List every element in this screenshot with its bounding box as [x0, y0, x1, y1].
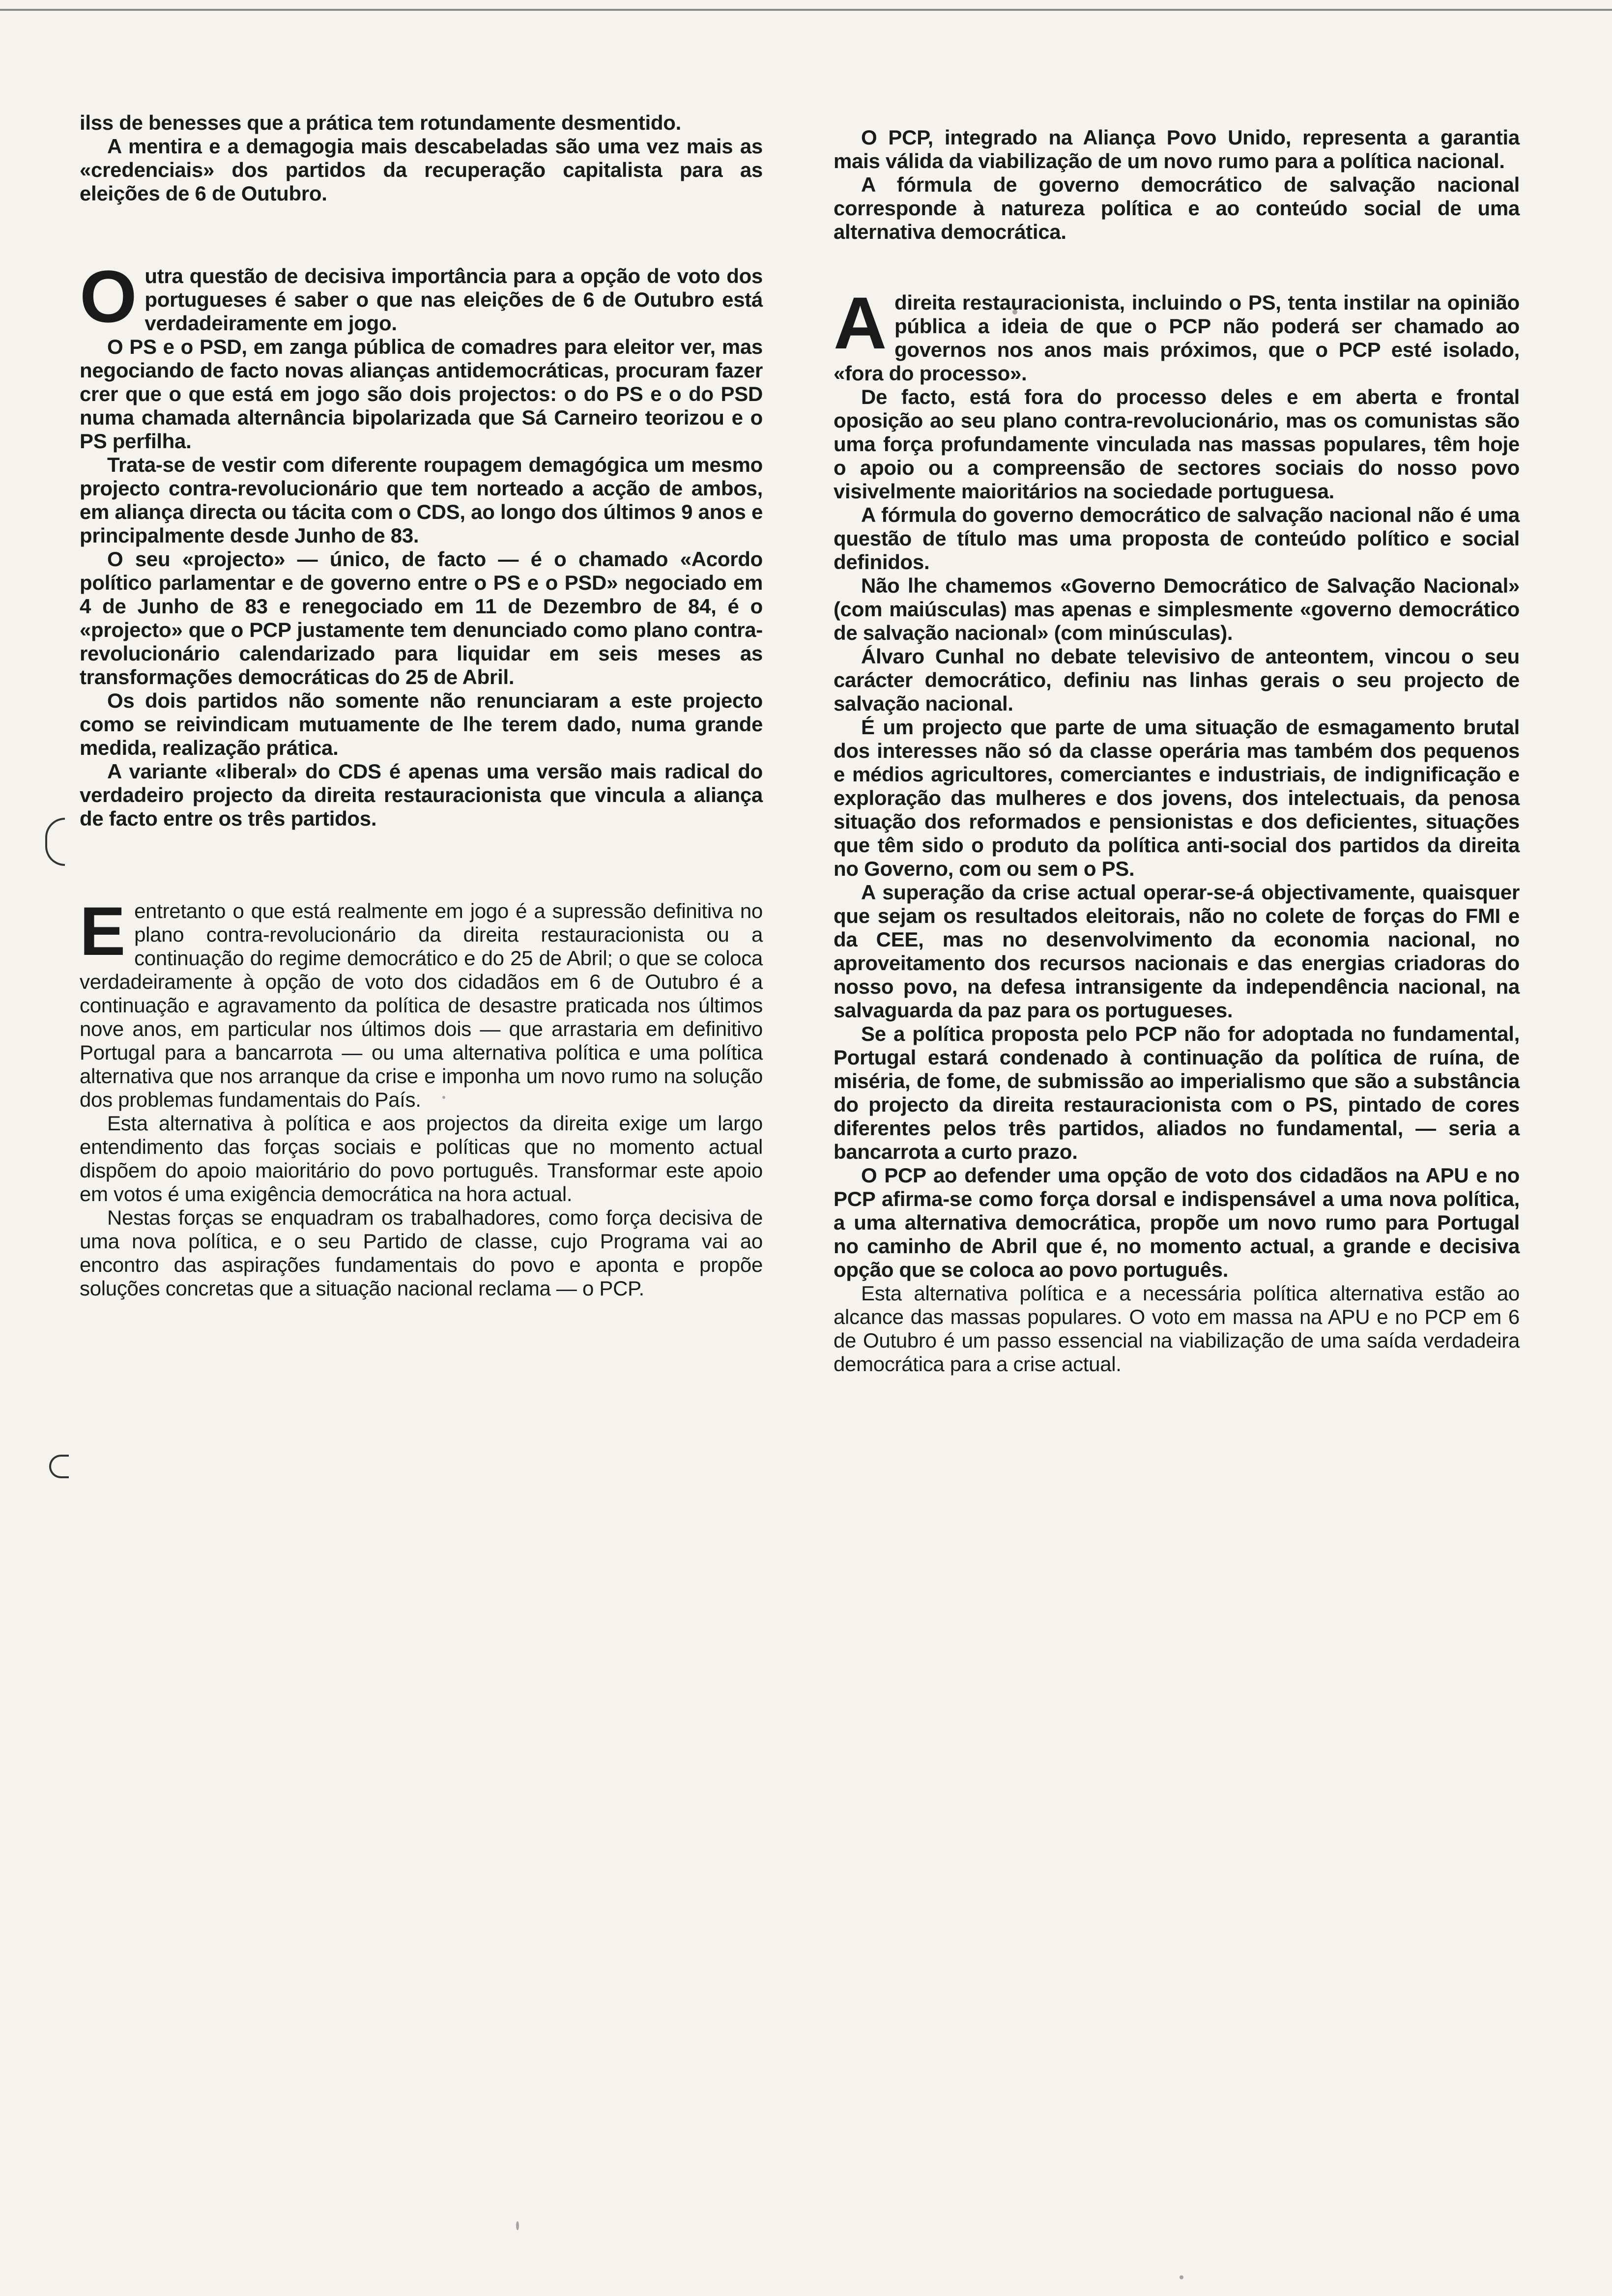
section-o [80, 255, 763, 831]
section-a-paragraph: Álvaro Cunhal no debate televisivo de anteontem, vincou o seu carácter democrático, definiu nas linhas gerais o seu projecto de salvação nacional. [834, 645, 1520, 715]
dropcap-a: A [834, 282, 887, 364]
section-o-paragraph: O seu «projecto» — único, de facto — é o chamado «Acordo político parlamentar e de governo entre o PS e o PSD» negociado em 4 de Junho de 83 e renegociado em 11 de Dezembro de 84, é o «projecto» que o PCP justamente tem denunciado como plano contra-revolucionário calendarizado para liquidar em seis meses as transformações democráticas do 25 de Abril. [80, 547, 763, 689]
section-e-first-paragraph: entretanto o que está realmente em jogo é a supressão definitiva no plano contra-revolucionário da direita restauracionista ou a continuação do regime democrático e do 25 de Abril; o que se coloca verdadeiramente à opção de voto dos cidadãos em 6 de Outubro é a continuação e agravamento da política de desastre praticada nos últimos nove anos, em particular nos últimos dois — que arrastaria em definitivo Portugal para a bancarrota — ou uma alternativa política e uma política alternativa que nos arranque da crise e imponha um novo rumo na solução dos problemas fundamentais do País. [80, 899, 763, 1111]
right-column [834, 126, 1520, 1376]
section-e-paragraph: Nestas forças se enquadram os trabalhadores, como força decisiva de uma nova política, e o seu Partido de classe, cujo Programa vai ao encontro das aspirações fundamentais do povo e aponta e propõe soluções concretas que a situação nacional reclama — o PCP. [80, 1206, 763, 1300]
margin-pen-mark [49, 1455, 69, 1478]
section-gap [834, 244, 1520, 291]
page-top-edge [0, 9, 1612, 11]
right-intro-paragraph-1: O PCP, integrado na Aliança Povo Unido, representa a garantia mais válida da viabilização de um novo rumo para a política nacional. [834, 126, 1520, 172]
section-a [834, 282, 1520, 1376]
section-gap [80, 205, 763, 264]
section-gap [80, 831, 763, 899]
left-intro-paragraph-2: A mentira e a demagogia mais descabeladas são uma vez mais as «credenciais» dos partidos da recuperação capitalista para as eleições de 6 de Outubro. [80, 135, 763, 205]
section-o-paragraph: O PS e o PSD, em zanga pública de comadres para eleitor ver, mas negociando de facto novas alianças antidemocráticas, procuram fazer crer que o que está em jogo são dois projectos: o do PS e o do PSD numa chamada alternância bipolarizada que Sá Carneiro teorizou e o PS perfilha. [80, 335, 763, 453]
scan-speck [1180, 2275, 1183, 2279]
left-column [80, 111, 763, 1300]
section-a-paragraph: Se a política proposta pelo PCP não for adoptada no fundamental, Portugal estará condenado à continuação da política de ruína, de miséria, de fome, de submissão ao imperialismo que são a substância do projecto da direita restauracionista com o PS, pintado de cores diferentes pelos três partidos, aliados no fundamental, — seria a bancarrota a curto prazo. [834, 1022, 1520, 1163]
section-e [80, 892, 763, 1300]
right-intro-paragraph-2: A fórmula de governo democrático de salvação nacional corresponde à natureza política e ao conteúdo social de uma alternativa democrática. [834, 173, 1520, 243]
dropcap-o: O [80, 255, 137, 338]
section-a-paragraph: O PCP ao defender uma opção de voto dos cidadãos na APU e no PCP afirma-se como força dorsal e indispensável a uma nova política, a uma alternativa democrática, propõe um novo rumo para Portugal no caminho de Abril que é, no momento actual, a grande e decisiva opção que se coloca ao povo português. [834, 1164, 1520, 1281]
section-a-paragraph: Não lhe chamemos «Governo Democrático de Salvação Nacional» (com maiúsculas) mas apenas e simplesmente «governo democrático de salvação nacional» (com minúsculas). [834, 574, 1520, 644]
section-o-first-paragraph: utra questão de decisiva importância para a opção de voto dos portugueses é saber o que nas eleições de 6 de Outubro está verdadeiramente em jogo. [144, 264, 763, 335]
section-o-paragraph: Trata-se de vestir com diferente roupagem demagógica um mesmo projecto contra-revolucionário que tem norteado a acção de ambos, em aliança directa ou tácita com o CDS, ao longo dos últimos 9 anos e principalmente desde Junho de 83. [80, 453, 763, 547]
section-a-paragraph: É um projecto que parte de uma situação de esmagamento brutal dos interesses não só da classe operária mas também dos pequenos e médios agricultores, comerciantes e industriais, de indignificação e exploração das mulheres e dos jovens, dos intelectuais, da penosa situação dos reformados e pensionistas e dos deficientes, situações que têm sido o produto da política anti-social dos partidos da direita no Governo, com ou sem o PS. [834, 716, 1520, 880]
left-intro-paragraph-1: ilss de benesses que a prática tem rotundamente desmentido. [80, 111, 682, 134]
scan-speck [516, 2221, 519, 2230]
section-a-paragraph: A superação da crise actual operar-se-á objectivamente, quaisquer que sejam os resultados eleitorais, não no colete de forças do FMI e da CEE, mas no desenvolvimento da economia nacional, no aproveitamento dos recursos nacionais e das energias criadoras do nosso povo, na defesa intransigente da independência nacional, na salvaguarda da paz para os portugueses. [834, 881, 1520, 1022]
section-a-paragraph: A fórmula do governo democrático de salvação nacional não é uma questão de título mas uma proposta de conteúdo político e social definidos. [834, 503, 1520, 574]
dropcap-e: E [80, 892, 126, 970]
section-a-first-paragraph: direita restauracionista, incluindo o PS, tenta instilar na opinião pública a ideia de que o PCP não poderá ser chamado ao governos nos anos mais próximos, que o PCP esté isolado, «fora do processo». [834, 291, 1520, 385]
section-o-paragraph: Os dois partidos não somente não renunciaram a este projecto como se reivindicam mutuamente de lhe terem dado, numa grande medida, realização prática. [80, 689, 763, 759]
section-e-paragraph: Esta alternativa à política e aos projectos da direita exige um largo entendimento das forças sociais e políticas que no momento actual dispõem do apoio maioritário do povo português. Transformar este apoio em votos é uma exigência democrática na hora actual. [80, 1112, 763, 1205]
section-o-paragraph: A variante «liberal» do CDS é apenas uma versão mais radical do verdadeiro projecto da direita restauracionista que vincula a aliança de facto entre os três partidos. [80, 760, 763, 830]
margin-pen-mark [45, 818, 65, 866]
section-a-paragraph: De facto, está fora do processo deles e em aberta e frontal oposição ao seu plano contra-revolucionário, mas os comunistas são uma força profundamente vinculada nas massas populares, têm hoje o apoio ou a compreensão de sectores sociais do nosso povo visivelmente maioritários na sociedade portuguesa. [834, 385, 1520, 503]
section-a-paragraph: Esta alternativa política e a necessária política alternativa estão ao alcance das massas populares. O voto em massa na APU e no PCP em 6 de Outubro é um passo essencial na viabilização de uma saída verdadeira democrática para a crise actual. [834, 1282, 1520, 1376]
